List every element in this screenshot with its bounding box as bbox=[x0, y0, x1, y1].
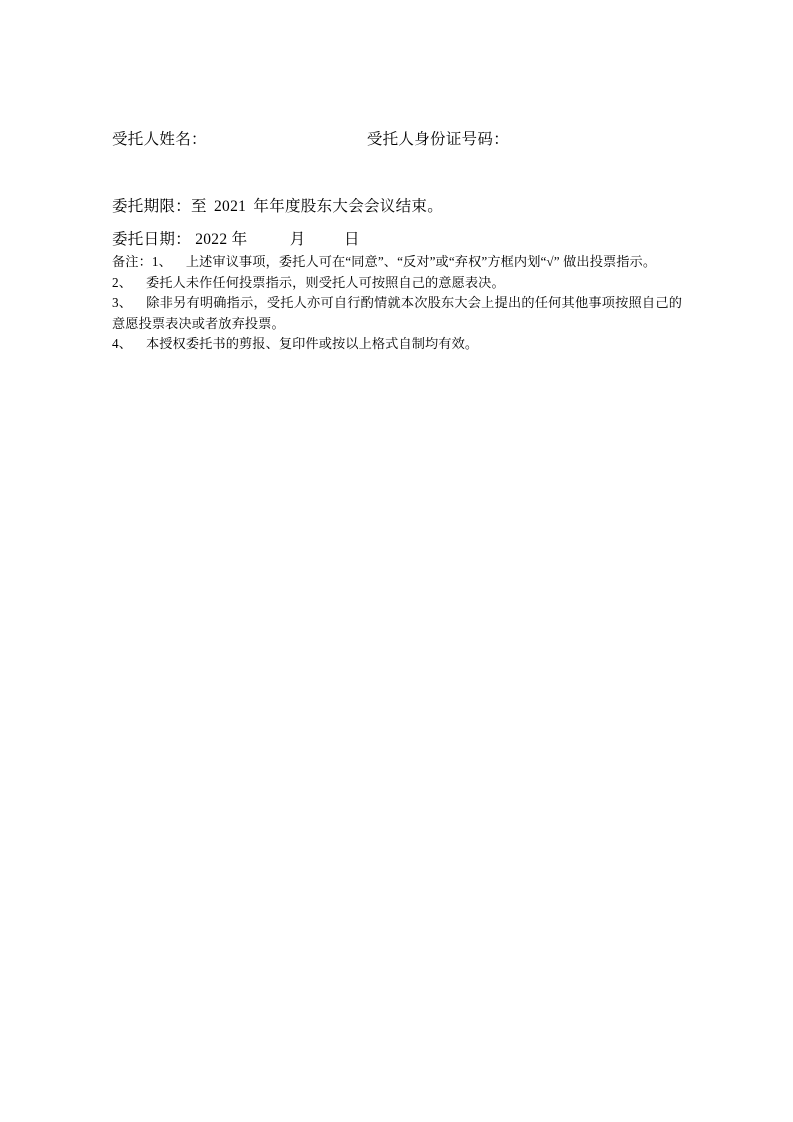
term-prefix: 委托期限：至 bbox=[112, 198, 207, 215]
notes-heading: 备注： bbox=[112, 254, 152, 269]
note-item bbox=[112, 273, 682, 294]
notes-block bbox=[112, 252, 682, 355]
note-number: 2、 bbox=[112, 274, 132, 290]
date-year: 2022 bbox=[195, 231, 228, 248]
note-item bbox=[112, 252, 682, 273]
date-month-unit: 月 bbox=[289, 231, 306, 248]
term-year: 2021 bbox=[214, 198, 247, 215]
delegation-term-row bbox=[112, 194, 681, 216]
note-number: 3、 bbox=[112, 295, 133, 310]
term-suffix: 年年度股东大会会议结束。 bbox=[253, 198, 443, 215]
note-text: 上述审议事项，委托人可在“同意”、“反对”或“弃权”方框内划“√” 做出投票指示。 bbox=[185, 254, 657, 269]
note-item bbox=[112, 334, 682, 355]
trustee-name-label: 受托人姓名： bbox=[112, 131, 207, 148]
trustee-id-label: 受托人身份证号码： bbox=[366, 131, 510, 148]
note-text: 本授权委托书的剪报、复印件或按以上格式自制均有效。 bbox=[145, 336, 479, 351]
note-text: 委托人未作任何投票指示，则受托人可按照自己的意愿表决。 bbox=[145, 274, 505, 290]
trustee-identity-row bbox=[112, 127, 681, 149]
date-prefix: 委托日期： bbox=[112, 231, 192, 248]
date-day-unit: 日 bbox=[343, 231, 360, 248]
note-text: 除非另有明确指示，受托人亦可自行酌情就本次股东大会上提出的任何其他事项按照自己的意愿投票表决或者放弃投票。 bbox=[112, 295, 682, 331]
note-number: 4、 bbox=[112, 336, 132, 351]
note-item bbox=[112, 293, 682, 334]
note-number: 1、 bbox=[151, 254, 172, 269]
date-year-unit: 年 bbox=[231, 231, 248, 248]
delegation-date-row bbox=[112, 227, 681, 249]
